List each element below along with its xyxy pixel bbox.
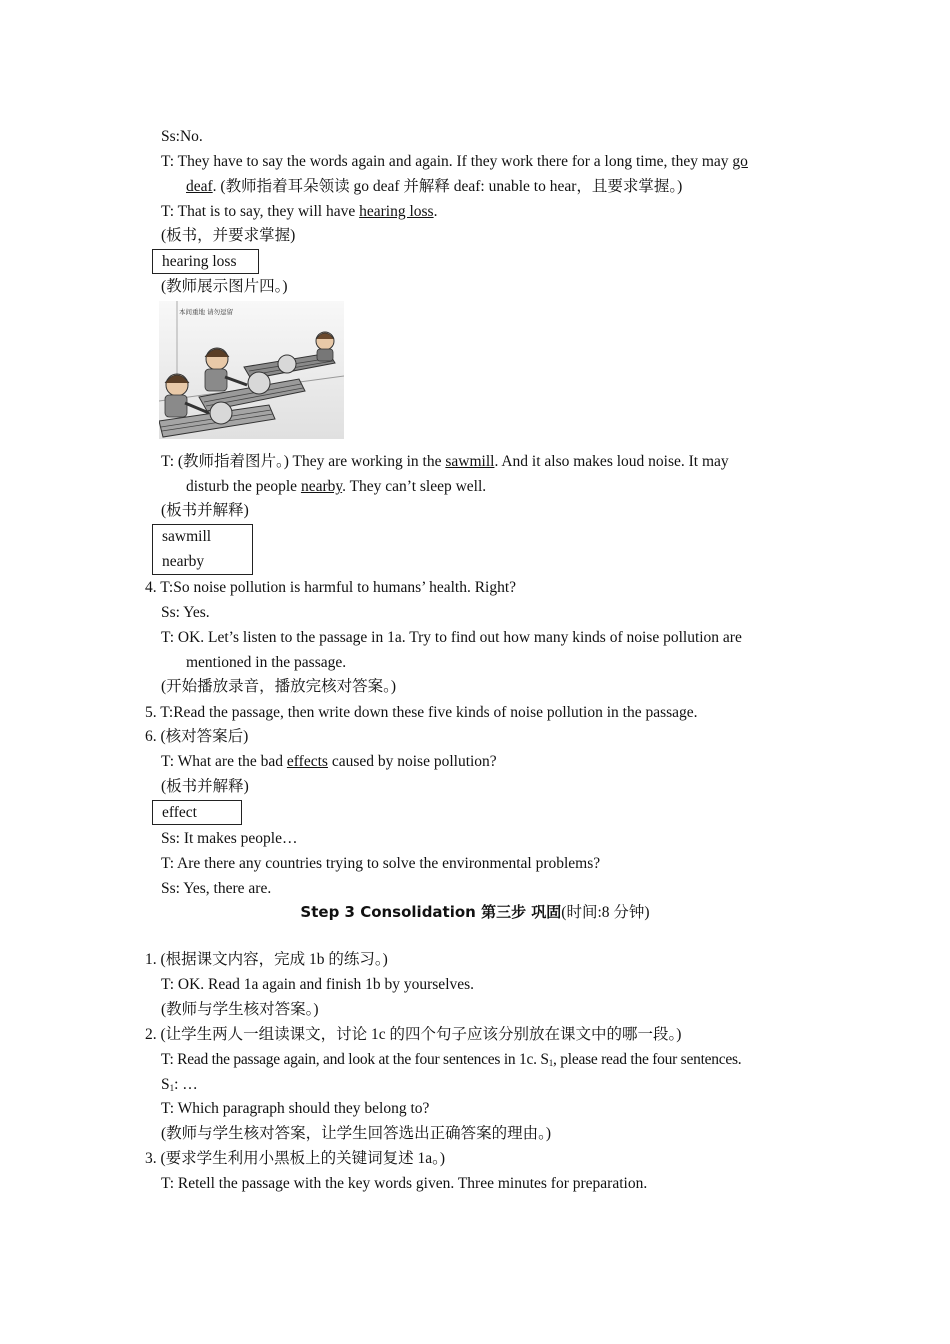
text-line: T: Retell the passage with the key words given. Three minutes for preparation. (161, 1175, 648, 1192)
list-item: 5. T:Read the passage, then write down these five kinds of noise pollution in the passage. (145, 704, 698, 721)
text-line: T: OK. Let’s listen to the passage in 1a. Try to find out how many kinds of noise pollution are (161, 629, 742, 646)
text-span: disturb the people (186, 478, 301, 495)
text-line (161, 202, 437, 222)
text-line: Ss: Yes, there are. (161, 880, 272, 897)
step-time: (时间:8 分钟) (561, 904, 650, 921)
text-span: : … (174, 1076, 198, 1093)
text-line: Ss: It makes people… (161, 830, 298, 847)
text-line: (板书，并要求掌握) (161, 227, 296, 244)
text-line: Ss:No. (161, 128, 203, 145)
vocab-hearing-loss: hearing loss (359, 203, 434, 220)
text-span: caused by noise pollution? (327, 753, 497, 770)
text-span: . And it also makes loud noise. It may (494, 453, 729, 470)
blackboard-word: sawmill (162, 528, 212, 545)
text-span: S (161, 1076, 170, 1093)
text-line (186, 177, 682, 197)
text-line: (板书并解释) (161, 778, 249, 795)
list-item: 6. (核对答案后) (145, 728, 249, 745)
text-line (186, 477, 486, 497)
text-span: . (教师指着耳朵领读 go deaf 并解释 deaf: unable to hear，且要求掌握。) (212, 178, 683, 195)
text-span: . (433, 203, 438, 220)
text-line: Ss: Yes. (161, 604, 210, 621)
sawmill-illustration (159, 301, 344, 439)
text-span: T: They have to say the words again and again. If they work there for a long time, they may (161, 153, 733, 170)
sign-text: 本间重地 请勿逗留 (179, 308, 234, 316)
text-span: T: That is to say, they will have (161, 203, 360, 220)
step-title: Step 3 Consolidation 第三步 巩固 (300, 903, 562, 921)
text-span: T: Read the passage again, and look at the four sentences in 1c. S (161, 1051, 549, 1068)
text-line: (教师与学生核对答案。) (161, 1001, 319, 1018)
vocab-deaf: deaf (186, 178, 213, 195)
text-span: T: (教师指着图片。) They are working in the (161, 453, 446, 470)
text-line: (教师展示图片四。) (161, 278, 288, 295)
text-line: mentioned in the passage. (186, 654, 347, 671)
subscript: 1 (548, 1058, 554, 1068)
text-span: T: What are the bad (161, 753, 287, 770)
text-line (161, 752, 497, 772)
vocab-nearby: nearby (300, 478, 343, 495)
blackboard-box-effect (152, 800, 242, 825)
text-line: T: OK. Read 1a again and finish 1b by yourselves. (161, 976, 475, 993)
blackboard-word: effect (162, 804, 197, 821)
text-line: (开始播放录音，播放完核对答案。) (161, 678, 397, 695)
blackboard-box-sawmill-nearby (152, 524, 253, 575)
list-item: 1. (根据课文内容，完成 1b 的练习。) (145, 951, 388, 968)
list-item: 4. T:So noise pollution is harmful to humans’ health. Right? (145, 579, 517, 596)
text-line (161, 1050, 741, 1073)
section-heading (0, 902, 950, 923)
blackboard-word: hearing loss (162, 253, 237, 270)
vocab-sawmill: sawmill (445, 453, 495, 470)
subscript: 1 (169, 1083, 175, 1093)
blackboard-word: nearby (162, 553, 205, 570)
text-line: (板书并解释) (161, 502, 249, 519)
text-span: , please read the four sentences. (553, 1051, 742, 1068)
vocab-go: go (732, 153, 748, 170)
list-item: 2. (让学生两人一组读课文，讨论 1c 的四个句子应该分别放在课文中的哪一段。) (145, 1026, 682, 1043)
text-line: T: Which paragraph should they belong to? (161, 1100, 430, 1117)
text-span: . They can’t sleep well. (342, 478, 487, 495)
text-line: T: Are there any countries trying to solve the environmental problems? (161, 855, 601, 872)
text-line (161, 1075, 198, 1098)
vocab-effects: effects (286, 753, 328, 770)
list-item: 3. (要求学生利用小黑板上的关键词复述 1a。) (145, 1150, 446, 1167)
text-line (161, 452, 729, 472)
text-line: (教师与学生核对答案，让学生回答选出正确答案的理由。) (161, 1125, 552, 1142)
blackboard-box-hearing-loss (152, 249, 259, 274)
text-line (161, 152, 748, 172)
